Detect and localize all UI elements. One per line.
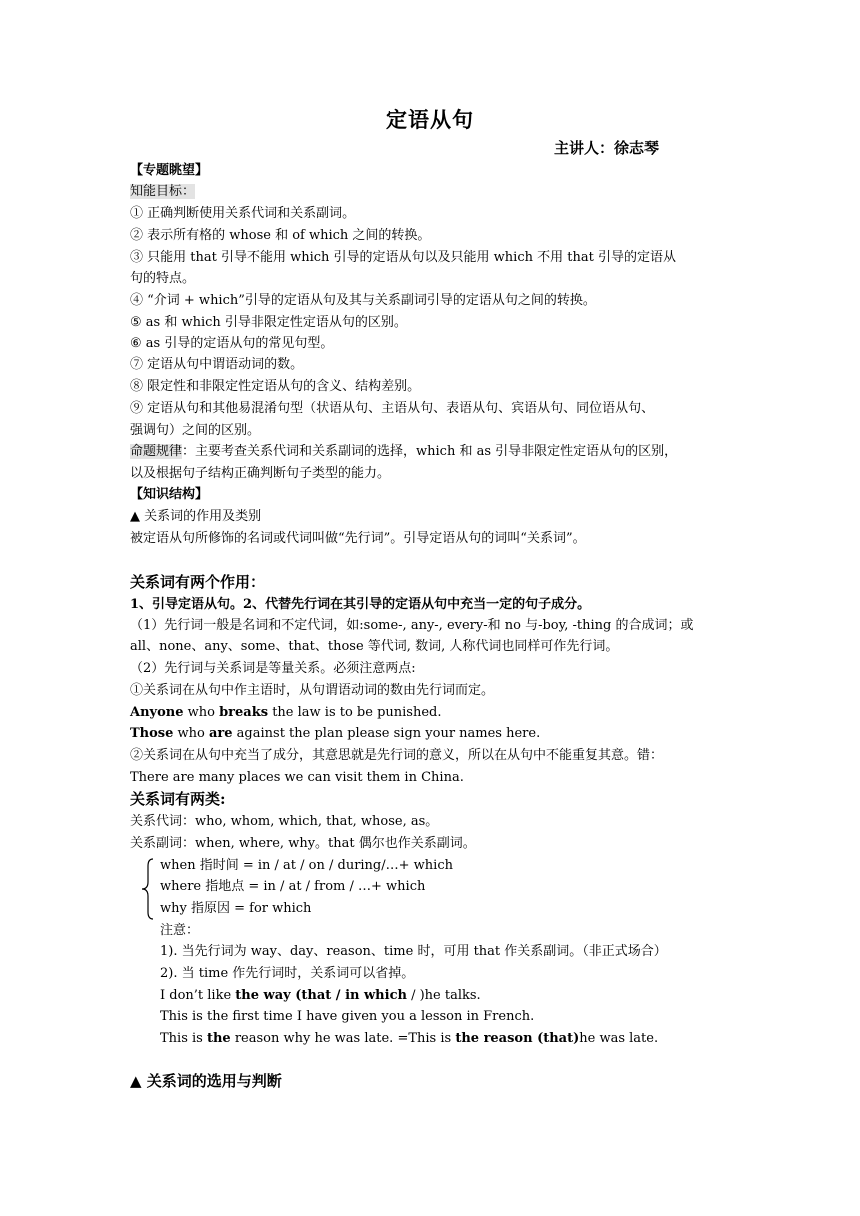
structure-heading: 【知识结构】 <box>130 487 209 502</box>
exam-pattern-cont: 以及根据句子结构正确判断句子类型的能力。 <box>130 466 391 481</box>
exam-label: 命题规律 <box>130 444 183 459</box>
goal-item: ③ 只能用 that 引导不能用 which 引导的定语从句以及只能用 which 不用 that 引导的定语从 <box>130 250 676 265</box>
relative-adverbs: 关系副词：when, where, why。that 偶尔也作关系副词。 <box>130 836 476 851</box>
relative-pronouns: 关系代词：who, whom, which, that, whose, as。 <box>130 814 439 829</box>
example-sentence: This is the reason why he was late. =This is the reason (that)he was late. <box>160 1031 659 1046</box>
example-sentence: Anyone who breaks the law is to be punished. <box>130 705 442 720</box>
roles-paragraph: ②关系词在从句中充当了成分，其意思就是先行词的意义，所以在从句中不能重复其意。错： <box>130 748 664 763</box>
goal-item: ⑥ as 引导的定语从句的常见句型。 <box>130 336 334 351</box>
roles-paragraph: all、none、any、some、that、those 等代词, 数词, 人称代词也同样可作先行词。 <box>130 639 619 654</box>
outlook-heading: 【专题眺望】 <box>130 163 209 178</box>
goals-label: 知能目标： <box>130 184 196 199</box>
roles-paragraph: （1）先行词一般是名词和不定代词，如:some-, any-, every-和 no 与-boy, -thing 的合成词；或 <box>130 618 694 633</box>
adverb-when: when 指时间 = in / at / on / during/…+ which <box>160 858 453 873</box>
brace-icon <box>140 858 156 920</box>
goal-item: ④ “介词 + which”引导的定语从句及其与关系副词引导的定语从句之间的转换。 <box>130 293 596 308</box>
note-label: 注意： <box>160 923 200 938</box>
goal-item: 句的特点。 <box>130 271 196 286</box>
goal-item: ⑧ 限定性和非限定性定语从句的含义、结构差别。 <box>130 379 421 394</box>
goal-item: ② 表示所有格的 whose 和 of which 之间的转换。 <box>130 228 431 243</box>
goal-item: ① 正确判断使用关系代词和关系副词。 <box>130 206 356 221</box>
exam-pattern: 命题规律：主要考查关系代词和关系副词的选择，which 和 as 引导非限定性定语从句的区别， <box>130 444 678 459</box>
goal-item: ⑤ as 和 which 引导非限定性定语从句的区别。 <box>130 315 407 330</box>
section-heading: ▲ 关系词的选用与判断 <box>130 1072 282 1090</box>
example-sentence: This is the first time I have given you a lesson in French. <box>160 1009 535 1024</box>
example-sentence: I don’t like the way (that / in which / )he talks. <box>160 988 481 1003</box>
adverb-why: why 指原因 = for which <box>160 901 312 916</box>
roles-paragraph: （2）先行词与关系词是等量关系。必须注意两点: <box>130 661 416 676</box>
example-sentence: Those who are against the plan please sign your names here. <box>130 726 541 741</box>
types-heading: 关系词有两类: <box>130 790 226 808</box>
structure-intro: 被定语从句所修饰的名词或代词叫做“先行词”。引导定语从句的词叫“关系词”。 <box>130 531 586 546</box>
goal-item: 强调句）之间的区别。 <box>130 423 261 438</box>
structure-item: ▲ 关系词的作用及类别 <box>130 509 262 524</box>
roles-paragraph: ①关系词在从句中作主语时，从句谓语动词的数由先行词而定。 <box>130 683 495 698</box>
page-title: 定语从句 <box>386 107 474 132</box>
note-item: 1). 当先行词为 way、day、reason、time 时，可用 that 作关系副词。（非正式场合） <box>160 944 667 959</box>
speaker-line: 主讲人：徐志琴 <box>554 139 660 157</box>
roles-heading: 关系词有两个作用： <box>130 573 266 591</box>
roles-summary: 1、引导定语从句。2、代替先行词在其引导的定语从句中充当一定的句子成分。 <box>130 597 591 612</box>
adverb-where: where 指地点 = in / at / from / …+ which <box>160 879 426 894</box>
example-sentence: There are many places we can visit them in China. <box>130 770 464 785</box>
note-item: 2). 当 time 作先行词时，关系词可以省掉。 <box>160 966 415 981</box>
goal-item: ⑨ 定语从句和其他易混淆句型（状语从句、主语从句、表语从句、宾语从句、同位语从句、 <box>130 401 655 416</box>
goal-item: ⑦ 定语从句中谓语动词的数。 <box>130 357 304 372</box>
